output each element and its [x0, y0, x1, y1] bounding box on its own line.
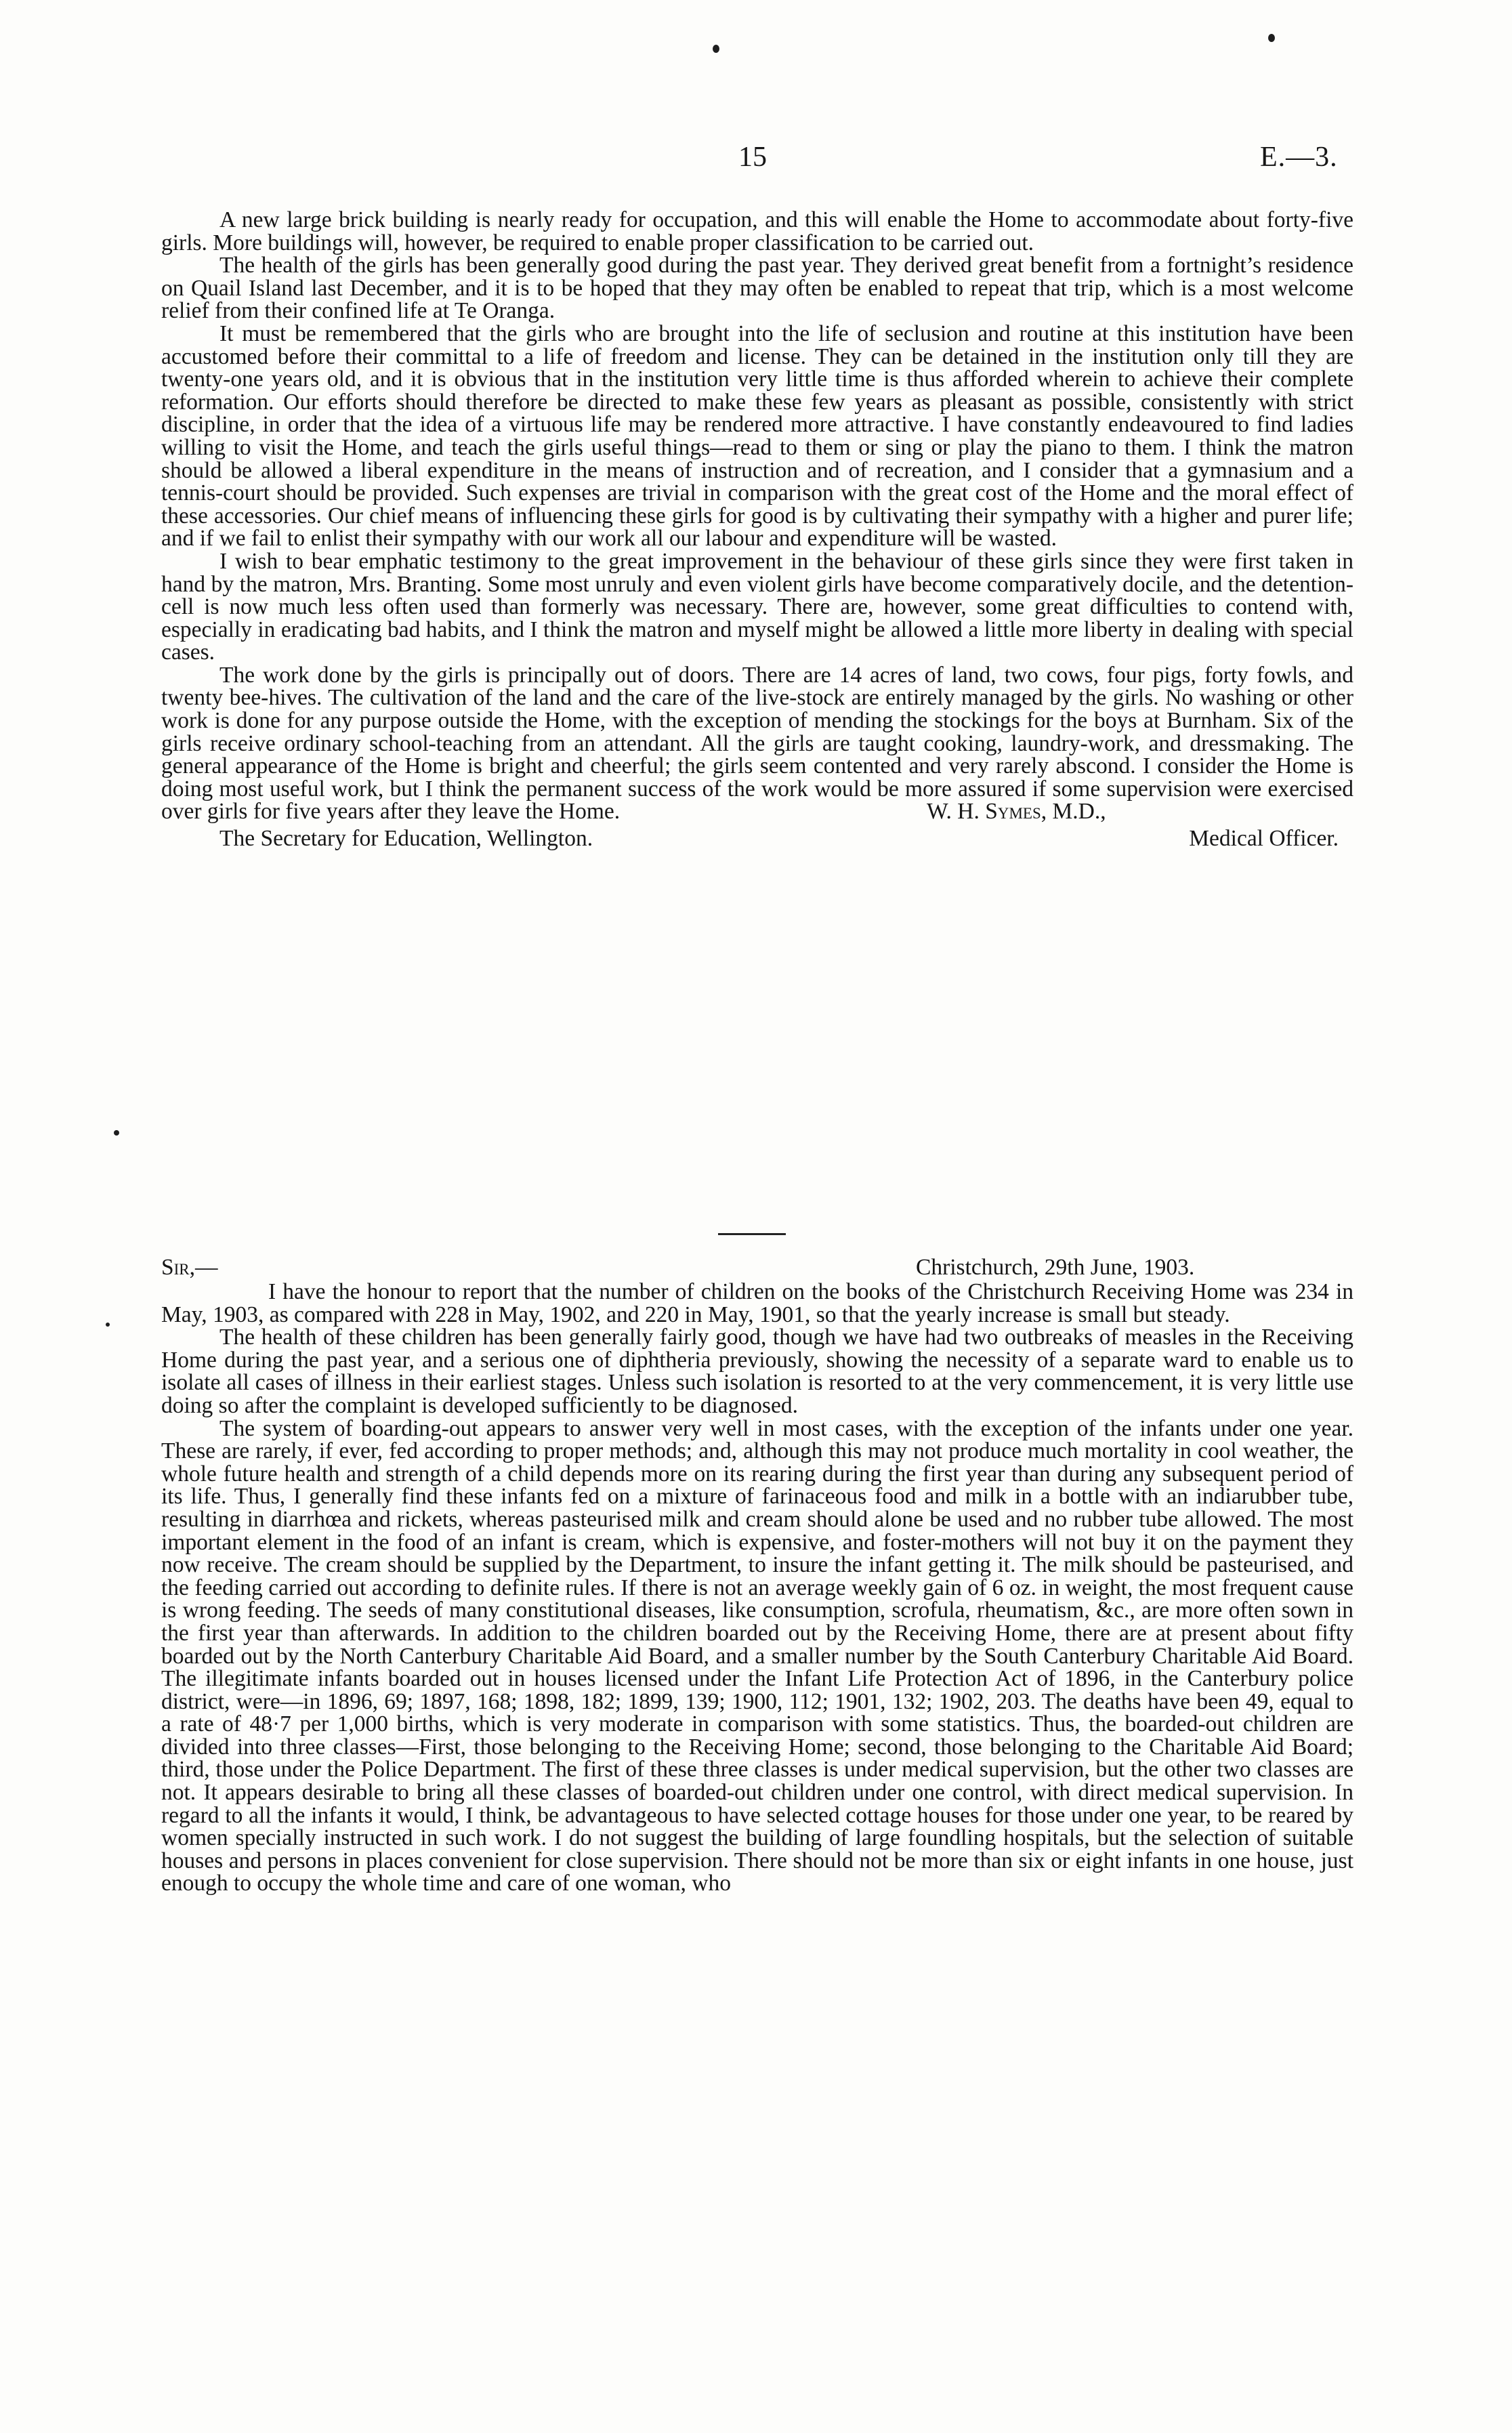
page-number: 15	[738, 142, 767, 173]
print-mark-dot	[1268, 34, 1275, 42]
report-te-oranga	[161, 209, 1353, 850]
signature-title: Medical Officer.	[1189, 826, 1339, 852]
print-mark-dot	[713, 45, 719, 53]
paragraph: A new large brick building is nearly ready for occupation, and this will enable the Home to accommodate about forty-five girls. More buildings will, however, be required to enable proper classification to be carried out.	[161, 207, 1353, 255]
document-reference: E.—3.	[1260, 142, 1338, 173]
paragraph: The work done by the girls is principally out of doors. There are 14 acres of land, two cows, four pigs, forty fowls, and twenty bee-hives. The cultivation of the land and the care of the live-stock are entirely managed by the girls. No washing or other work is done for any purpose outside the Home, with the exception of mending the stockings for the boys at Burnham. Six of the girls receive ordinary school-teaching from an attendant. All the girls are taught cooking, laundry-work, and dressmaking. The general appearance of the Home is bright and cheerful; the girls seem contented and very rarely abscond. I consider the Home is doing most useful work, but I think the permanent success of the work would be more assured if some supervision were exercised over girls for five years after they leave the Home.	[161, 662, 1353, 825]
dateline: Christchurch, 29th June, 1903.	[916, 1255, 1195, 1280]
paragraph: I wish to bear emphatic testimony to the great improvement in the behaviour of these girls since they were first taken in hand by the matron, Mrs. Branting. Some most unruly and even violent girls have become comparatively docile, and the detention-cell is now much less often used than formerly was necessary. There are, however, some great difficulties to contend with, especially in eradicating bad habits, and I think the matron and myself might be allowed a little more liberty in dealing with special cases.	[161, 548, 1353, 665]
print-mark-dot	[114, 1130, 119, 1136]
salutation: Sir,—	[161, 1255, 218, 1280]
report-christchurch-receiving-home	[161, 1256, 1353, 1895]
paragraph: The health of the girls has been generally good during the past year. They derived great benefit from a fortnight’s residence on Quail Island last December, and it is to be hoped that they may often be enabled to repeat that trip, which is a most welcome relief from their confined life at Te Oranga.	[161, 253, 1353, 324]
paragraph: I have the honour to report that the number of children on the books of the Christchurch Receiving Home was 234 in May, 1903, as compared with 228 in May, 1902, and 220 in May, 1901, so that the yearly increase is small but steady.	[161, 1279, 1353, 1327]
print-mark-dot	[106, 1323, 110, 1327]
letter-heading	[161, 1256, 1353, 1281]
paragraph: The health of these children has been generally fairly good, though we have had two outbreaks of measles in the Receiving Home during the past year, and a serious one of diphtheria previously, showing the necessity of a separate ward to enable us to isolate all cases of illness in their earliest stages. Unless such isolation is resorted to at the very commencement, it is very little use doing so after the complaint is developed sufficiently to be diagnosed.	[161, 1325, 1353, 1418]
paragraph: It must be remembered that the girls who are brought into the life of seclusion and routine at this institution have been accustomed before their committal to a life of freedom and license. They can be detained in the institution only till they are twenty-one years old, and it is obvious that in the institution very little time is thus afforded wherein to achieve their complete reformation. Our efforts should therefore be directed to make these few years as pleasant as possible, consistently with strict discipline, in order that the idea of a virtuous life may be rendered more attractive. I have constantly endeavoured to find ladies willing to visit the Home, and teach the girls useful things—read to them or sing or play the piano to them. I think the matron should be allowed a liberal expenditure in the means of instruction and of recreation, and I consider that a gymnasium and a tennis-court should be provided. Such expenses are trivial in comparison with the great cost of the Home and the moral effect of these accessories. Our chief means of influencing these girls for good is by cultivating their sympathy with a higher and purer life; and if we fail to enlist their sympathy with our work all our labour and expenditure will be wasted.	[161, 320, 1353, 552]
paragraph: The system of boarding-out appears to answer very well in most cases, with the exception of the infants under one year. These are rarely, if ever, fed according to proper methods; and, although this may not produce much mortality in cool weather, the whole future health and strength of a child depends more on its rearing during the first year than during any subsequent period of its life. Thus, I generally find these infants fed on a mixture of farinaceous food and milk in a bottle with an indiarubber tube, resulting in diarrhœa and rickets, whereas pasteurised milk and cream should alone be used and no rubber tube allowed. The most important element in the food of an infant is cream, which is expensive, and foster-mothers will not buy it on the payment they now receive. The cream should be supplied by the Department, to insure the infant getting it. The milk should be pasteurised, and the feeding carried out according to definite rules. If there is not an average weekly gain of 6 oz. in weight, the most frequent cause is wrong feeding. The seeds of many constitutional diseases, like consumption, scrofula, rheumatism, &c., are more often sown in the first year than afterwards. In addition to the children boarded out by the Receiving Home, there are at present about fifty boarded out by the North Canterbury Charitable Aid Board, and a smaller number by the South Canterbury Charitable Aid Board. The illegitimate infants boarded out in houses licensed under the Infant Life Protection Act of 1896, in the Canterbury police district, were—in 1896, 69; 1897, 168; 1898, 182; 1899, 139; 1900, 112; 1901, 132; 1902, 203. The deaths have been 49, equal to a rate of 48·7 per 1,000 births, which is very moderate in comparison with some statistics. Thus, the boarded-out children are divided into three classes—First, those belonging to the Receiving Home; second, those belonging to the Charitable Aid Board; third, those under the Police Department. The first of these three classes is under medical supervision, but the other two classes are not. It appears desirable to bring all these classes of boarded-out children under one control, with direct medical supervision. In regard to all the infants it would, I think, be advantageous to have selected cottage houses for those under one year, to be reared by women specially instructed in such work. I do not suggest the building of large foundling hospitals, but the selection of suitable houses and persons in places convenient for close supervision. There should not be more than six or eight infants in one house, just enough to occupy the whole time and care of one woman, who	[161, 1415, 1353, 1896]
addressee: The Secretary for Education, Wellington.	[219, 826, 593, 852]
page-header	[0, 141, 1512, 176]
signature-name: W. H. Symes, M.D.,	[927, 799, 1106, 825]
section-divider	[718, 1233, 786, 1235]
signature-block	[161, 799, 1353, 852]
